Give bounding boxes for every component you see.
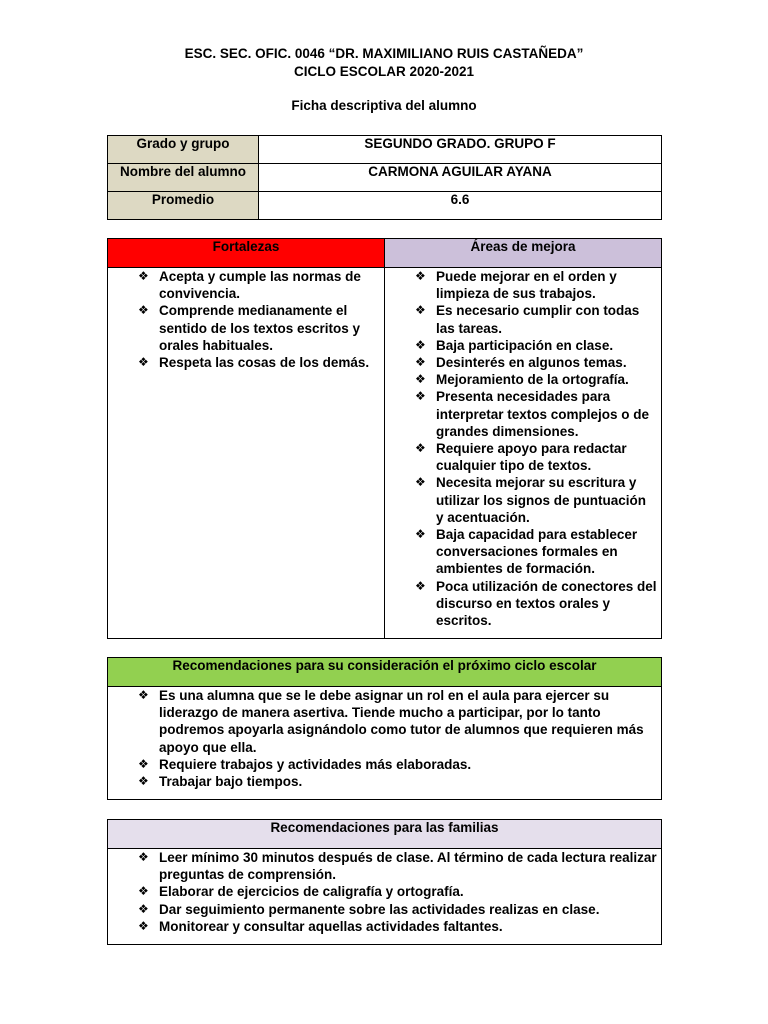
list-item-text: Puede mejorar en el orden y limpieza de sus trabajos. (436, 269, 617, 302)
diamond-star-bullet-icon: ❖ (138, 850, 149, 864)
strengths-list (108, 268, 384, 371)
diamond-star-bullet-icon: ❖ (415, 389, 426, 404)
diamond-star-bullet-icon: ❖ (138, 355, 149, 370)
list-item (108, 354, 380, 371)
diamond-star-bullet-icon: ❖ (415, 578, 426, 593)
list-item (108, 849, 657, 883)
list-item-text: Respeta las cosas de los demás. (159, 355, 370, 371)
strengths-improvement-table (107, 238, 662, 639)
list-item (385, 268, 657, 302)
average-label: Promedio (108, 192, 259, 220)
list-item (108, 756, 657, 773)
list-item (385, 302, 657, 336)
diamond-star-bullet-icon: ❖ (415, 337, 426, 352)
list-item (385, 474, 657, 526)
grade-value: SEGUNDO GRADO. GRUPO F (259, 136, 662, 164)
list-item-text: Mejoramiento de la ortografía. (436, 372, 629, 388)
diamond-star-bullet-icon: ❖ (415, 441, 426, 456)
list-item (385, 388, 657, 440)
recommendations-cell (108, 687, 662, 800)
info-row-grade (108, 136, 662, 164)
list-item-text: Desinterés en algunos temas. (436, 355, 627, 371)
list-item-text: Baja capacidad para establecer conversaciones formales en ambientes de formación. (436, 527, 638, 577)
list-item-text: Es una alumna que se le debe asignar un rol en el aula para ejercer su liderazgo de manera asertiva. Tiende mucho a participar, por lo tanto podremos apoyarla asignándolo como tutor de alumnos que requieren más apoyo que ella. (159, 688, 644, 755)
list-item-text: Poca utilización de conectores del discurso en textos orales y escritos. (436, 578, 657, 629)
list-item-text: Es necesario cumplir con todas las tareas. (436, 303, 640, 336)
list-item (385, 371, 657, 388)
list-item-text: Monitorear y consultar aquellas actividades faltantes. (159, 918, 503, 934)
recommendations-list (108, 687, 661, 790)
school-cycle: CICLO ESCOLAR 2020-2021 (293, 64, 475, 79)
school-name: ESC. SEC. OFIC. 0046 “DR. MAXIMILIANO RUIS CASTAÑEDA” (184, 46, 584, 61)
diamond-star-bullet-icon: ❖ (415, 269, 426, 283)
list-item-text: Requiere trabajos y actividades más elaboradas. (159, 756, 472, 772)
list-item-text: Elaborar de ejercicios de caligrafía y ortografía. (159, 884, 464, 900)
list-item (385, 337, 657, 354)
info-row-name (108, 164, 662, 192)
list-item (385, 440, 657, 474)
list-item (108, 883, 657, 900)
recommendations-table (107, 657, 662, 800)
diamond-star-bullet-icon: ❖ (415, 372, 426, 387)
diamond-star-bullet-icon: ❖ (415, 355, 426, 370)
diamond-star-bullet-icon: ❖ (415, 475, 426, 490)
diamond-star-bullet-icon: ❖ (415, 527, 426, 542)
list-item-text: Trabajar bajo tiempos. (159, 774, 303, 790)
grade-label: Grado y grupo (108, 136, 259, 164)
list-item (108, 687, 657, 756)
student-name-label: Nombre del alumno (108, 164, 259, 192)
family-cell (108, 849, 662, 945)
list-item-text: Requiere apoyo para redactar cualquier tipo de textos. (436, 441, 627, 474)
list-item-text: Dar seguimiento permanente sobre las actividades realizas en clase. (159, 901, 600, 917)
list-item (385, 526, 657, 578)
diamond-star-bullet-icon: ❖ (138, 269, 149, 283)
list-item (108, 918, 657, 935)
list-item-text: Acepta y cumple las normas de convivencia. (159, 269, 361, 302)
list-item-text: Necesita mejorar su escritura y utilizar los signos de puntuación y acentuación. (436, 475, 647, 525)
list-item (108, 901, 657, 918)
diamond-star-bullet-icon: ❖ (138, 774, 149, 789)
strengths-cell (108, 268, 385, 639)
list-item (385, 354, 657, 371)
list-item-text: Baja participación en clase. (436, 337, 614, 353)
recommendations-header: Recomendaciones para su consideración el próximo ciclo escolar (108, 658, 662, 687)
average-value: 6.6 (259, 192, 662, 220)
list-item-text: Presenta necesidades para interpretar textos complejos o de grandes dimensiones. (436, 389, 650, 439)
student-name-value: CARMONA AGUILAR AYANA (259, 164, 662, 192)
family-header: Recomendaciones para las familias (108, 820, 662, 849)
student-info-table (107, 135, 662, 220)
list-item (108, 268, 380, 302)
diamond-star-bullet-icon: ❖ (138, 918, 149, 933)
diamond-star-bullet-icon: ❖ (138, 884, 149, 899)
document-title: Ficha descriptiva del alumno (291, 98, 477, 113)
diamond-star-bullet-icon: ❖ (138, 901, 149, 916)
list-item-text: Comprende medianamente el sentido de los textos escritos y orales habituales. (159, 303, 361, 353)
improvement-cell (385, 268, 662, 639)
improvement-list (385, 268, 661, 629)
improvement-header: Áreas de mejora (385, 239, 662, 268)
list-item (108, 302, 380, 354)
list-item (108, 773, 657, 790)
family-list (108, 849, 661, 935)
diamond-star-bullet-icon: ❖ (415, 303, 426, 318)
diamond-star-bullet-icon: ❖ (138, 688, 149, 702)
list-item-text: Leer mínimo 30 minutos después de clase. Al término de cada lectura realizar preguntas de comprensión. (159, 850, 657, 883)
diamond-star-bullet-icon: ❖ (138, 756, 149, 771)
list-item (385, 578, 657, 630)
family-table (107, 819, 662, 945)
strengths-header: Fortalezas (108, 239, 385, 268)
diamond-star-bullet-icon: ❖ (138, 303, 149, 318)
info-row-average (108, 192, 662, 220)
